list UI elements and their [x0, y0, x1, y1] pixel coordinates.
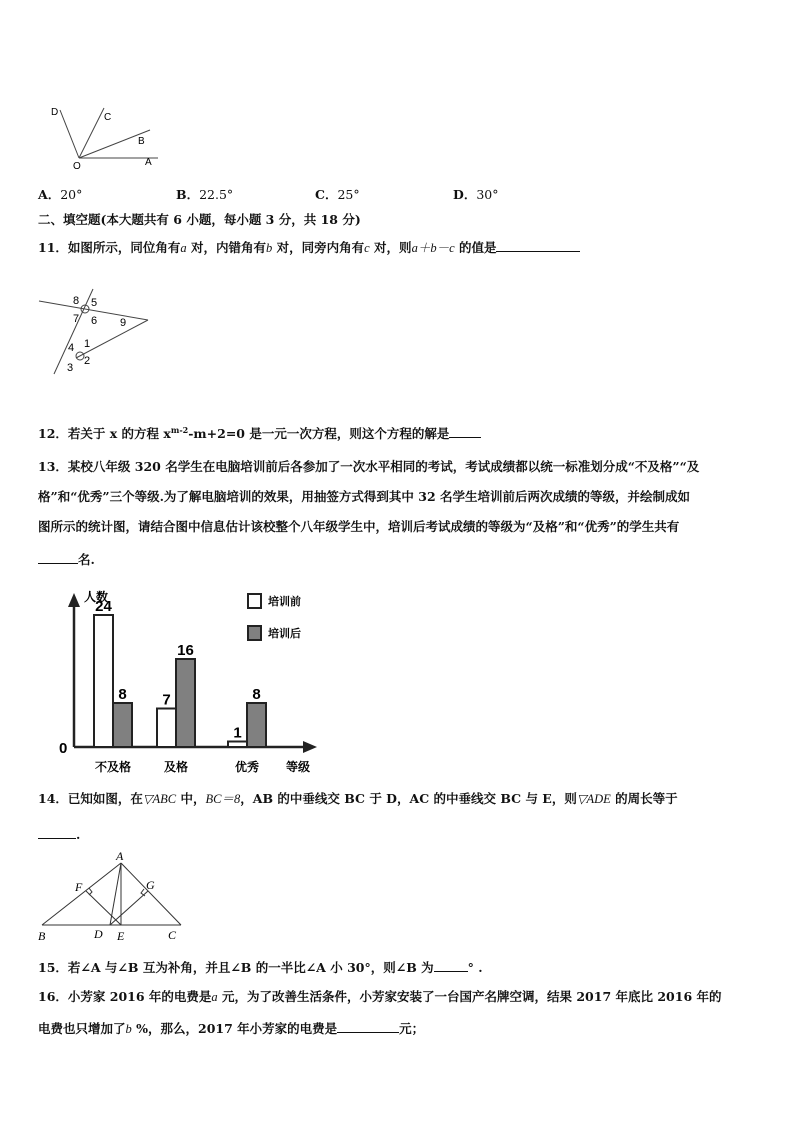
segment-ge — [110, 891, 148, 925]
y-axis-label: 人数 — [84, 590, 109, 604]
point-label-d: D — [94, 927, 103, 941]
data-label-before-1: 7 — [162, 691, 171, 709]
q12-exponent: m-2 — [170, 425, 189, 435]
angle-label-2: 2 — [84, 355, 91, 367]
q15-tail: ° . — [467, 960, 483, 975]
answer-blank[interactable] — [434, 957, 468, 972]
data-label-before-0: 24 — [95, 598, 112, 615]
label-c: C — [104, 112, 112, 123]
q14-text: 已知如图，在 — [67, 791, 143, 806]
option-value: 30° — [476, 187, 499, 202]
question-13-line-4 — [38, 549, 95, 570]
point-label-e: E — [117, 929, 125, 943]
q11-text: 的值是 — [454, 240, 497, 255]
option-value: 20° — [60, 187, 83, 202]
label-d: D — [51, 107, 59, 118]
q15-text: 若∠A 与∠B 互为补角，并且∠B 的一半比∠A 小 30°，则∠B 为 — [67, 960, 434, 975]
x-axis-label: 等级 — [286, 760, 311, 774]
question-number: 11． — [38, 240, 68, 255]
q11-text: 对，则 — [369, 240, 412, 255]
label-a: A — [145, 157, 152, 168]
category-label-1: 及格 — [163, 760, 189, 774]
question-number: 14． — [38, 791, 68, 806]
vertex-label-b: B — [38, 929, 46, 943]
label-o: O — [73, 161, 81, 170]
legend-label-after: 培训后 — [268, 628, 301, 640]
question-15 — [38, 957, 483, 978]
q16-tail: 元； — [399, 1021, 425, 1036]
option-c — [315, 185, 360, 205]
option-letter: D． — [453, 187, 477, 202]
option-value: 22.5° — [199, 187, 234, 202]
ray-oc — [79, 108, 104, 158]
angle-label-3: 3 — [67, 362, 74, 374]
question-number: 15． — [38, 960, 68, 975]
q14-text: 的周长等于 — [610, 791, 678, 806]
legend-swatch-after — [248, 626, 261, 640]
bar-before-0 — [94, 615, 113, 747]
y-axis-arrow — [68, 593, 80, 607]
q13-text: 某校八年级 320 名学生在电脑培训前后各参加了一次水平相同的考试，考试成绩都以统一标准划分成“不及格”“及 — [67, 459, 700, 474]
triangle-figure-q14 — [34, 848, 188, 944]
question-14-answer-line: . — [38, 824, 80, 845]
category-label-0: 不及格 — [94, 760, 132, 774]
bar-before-2 — [228, 742, 247, 748]
category-label-2: 优秀 — [234, 760, 260, 774]
question-number: 16． — [38, 989, 68, 1004]
chart-marks — [94, 598, 266, 774]
q14-triangle-abc: ▽ABC — [142, 792, 177, 806]
bar-after-2 — [247, 703, 266, 747]
angle-label-9: 9 — [120, 317, 127, 329]
section-heading: 二、填空题(本大题共有 6 小题，每小题 3 分，共 18 分) — [38, 212, 361, 227]
q16-text: %，那么，2017 年小芳家的电费是 — [131, 1021, 338, 1036]
question-number: 13． — [38, 459, 68, 474]
right-angle-mark-g — [141, 889, 145, 896]
q16-var-a: a — [211, 990, 218, 1004]
q11-text: 对，同旁内角有 — [272, 240, 365, 255]
option-d — [453, 185, 499, 205]
q16-text: 小芳家 2016 年的电费是 — [67, 989, 212, 1004]
point-label-g: G — [146, 878, 155, 892]
question-13-line-3: 图所示的统计图，请结合图中信息估计该校整个八年级学生中，培训后考试成绩的等级为“及格”和“优秀”的学生共有 — [38, 519, 680, 534]
data-label-before-2: 1 — [233, 724, 242, 742]
q12-text: -m+2=0 是一元一次方程，则这个方程的解是 — [188, 426, 450, 442]
vertex-label-a: A — [116, 849, 124, 863]
vertex-label-c: C — [168, 928, 177, 942]
angle-label-1: 1 — [84, 338, 91, 350]
q14-text: ，AB 的中垂线交 BC 于 D，AC 的中垂线交 BC 与 E，则 — [240, 791, 577, 806]
q13-text: 名. — [78, 552, 95, 567]
q14-bc-length: BC＝8 — [205, 792, 241, 806]
angle-label-8: 8 — [73, 295, 80, 307]
bar-before-1 — [157, 709, 176, 748]
point-label-f: F — [75, 880, 83, 894]
q16-text: 元，为了改善生活条件，小芳家安装了一台国产名牌空调，结果 2017 年底比 2016 年的 — [217, 989, 722, 1004]
question-number: 12． — [38, 426, 68, 442]
q16-text: 电费也只增加了 — [38, 1021, 126, 1036]
data-label-after-1: 16 — [177, 642, 194, 659]
bar-after-0 — [113, 703, 132, 747]
side-ab — [42, 863, 121, 925]
angle-label-5: 5 — [91, 297, 98, 309]
question-13-line-1 — [38, 457, 699, 477]
legend-label-before: 培训前 — [268, 596, 301, 608]
lines-figure-q11 — [36, 284, 152, 378]
answer-blank[interactable] — [496, 237, 580, 252]
q12-text: 若关于 x 的方程 x — [67, 426, 171, 442]
q11-text: 对，内错角有 — [186, 240, 267, 255]
option-b — [176, 185, 233, 205]
option-a — [38, 185, 82, 205]
angle-label-7: 7 — [73, 313, 80, 325]
x-axis-arrow — [303, 741, 317, 753]
q14-triangle-ade: ▽ADE — [576, 792, 611, 806]
q11-var-c: c — [364, 241, 370, 255]
option-letter: C． — [315, 187, 338, 202]
angle-label-6: 6 — [91, 315, 98, 327]
angle-figure-q10 — [46, 98, 166, 170]
answer-blank[interactable] — [38, 549, 78, 564]
bar-after-1 — [176, 659, 195, 747]
q16-var-b: b — [125, 1022, 132, 1036]
question-14 — [38, 789, 678, 809]
ray-od — [60, 110, 79, 158]
data-label-after-2: 8 — [252, 686, 261, 703]
option-letter: B． — [176, 187, 200, 202]
q11-var-a: a — [180, 241, 187, 255]
option-letter: A． — [38, 187, 61, 202]
answer-blank[interactable] — [337, 1018, 399, 1033]
legend-swatch-before — [248, 594, 261, 608]
q11-expression: a＋b－c — [411, 241, 455, 255]
origin-label: 0 — [59, 740, 68, 757]
bar-chart-q13 — [55, 585, 335, 780]
question-16-line-2 — [38, 1018, 424, 1039]
label-b: B — [138, 136, 145, 147]
right-angle-mark-f — [89, 888, 92, 895]
q14-text: 中， — [176, 791, 206, 806]
q11-var-b: b — [266, 241, 273, 255]
question-11 — [38, 237, 580, 258]
q11-text: 如图所示，同位角有 — [67, 240, 181, 255]
side-ac — [121, 863, 181, 925]
question-12 — [38, 420, 481, 444]
answer-blank[interactable] — [449, 423, 481, 438]
angle-label-4: 4 — [68, 342, 75, 354]
option-value: 25° — [337, 187, 360, 202]
question-13-line-2: 格”和“优秀”三个等级.为了解电脑培训的效果，用抽签方式得到其中 32 名学生培训前后两次成绩的等级，并绘制成如 — [38, 489, 691, 504]
question-16-line-1 — [38, 987, 722, 1007]
data-label-after-0: 8 — [118, 686, 127, 703]
answer-blank[interactable] — [38, 824, 76, 839]
